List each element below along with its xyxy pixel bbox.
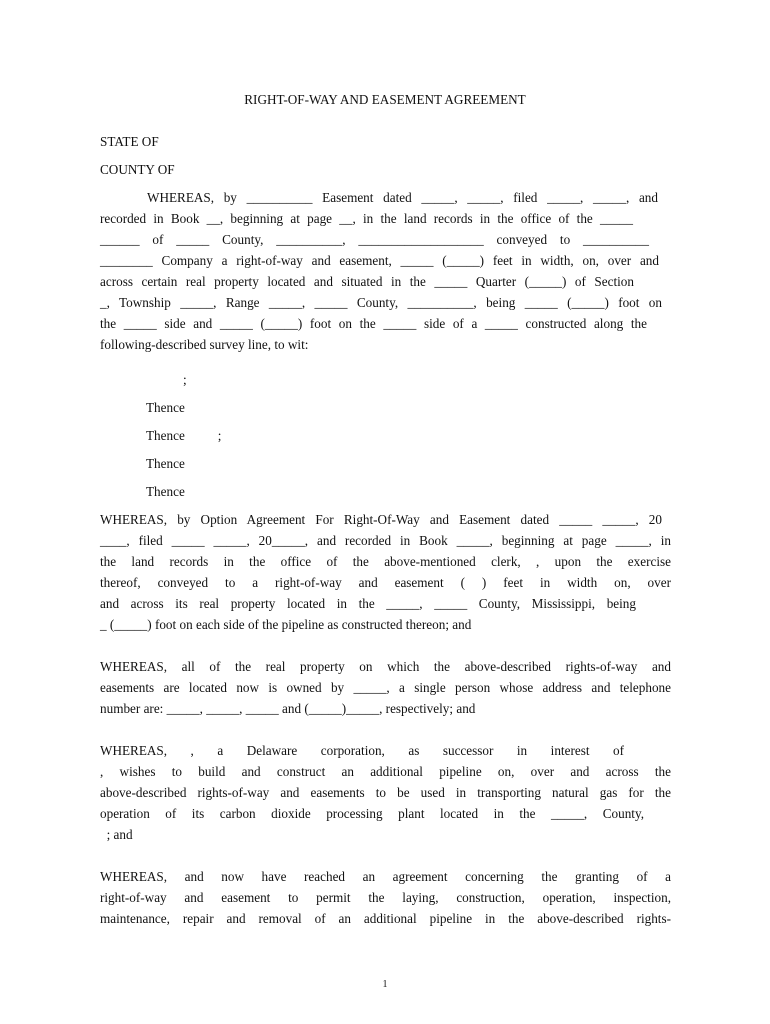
document-title: RIGHT-OF-WAY AND EASEMENT AGREEMENT: [244, 92, 526, 107]
paragraph-3-line: number are: _____, _____, _____ and (_____)_____, respectively; and: [100, 701, 476, 716]
paragraph-2-line: ____, filed _____ _____, 20_____, and recorded in Book _____, beginning at page _____, in: [100, 533, 671, 548]
survey-line: Thence ;: [146, 428, 222, 443]
paragraph-1-line: ________ Company a right-of-way and easement, _____ (_____) feet in width, on, over and: [100, 253, 659, 268]
survey-line: ;: [183, 372, 187, 387]
paragraph-4-line: WHEREAS, , a Delaware corporation, as successor in interest of: [100, 743, 624, 758]
paragraph-4-line: above-described rights-of-way and easements to be used in transporting natural gas for the: [100, 785, 671, 800]
paragraph-4-line: ; and: [100, 827, 133, 842]
paragraph-3-line: easements are located now is owned by _____, a single person whose address and telephone: [100, 680, 671, 695]
paragraph-4-line: operation of its carbon dioxide processing plant located in the _____, County,: [100, 806, 644, 821]
paragraph-5-line: WHEREAS, and now have reached an agreement concerning the granting of a: [100, 869, 671, 884]
paragraph-2-line: thereof, conveyed to a right-of-way and easement ( ) feet in width on, over: [100, 575, 671, 590]
page-number: 1: [382, 979, 388, 990]
paragraph-3-line: WHEREAS, all of the real property on which the above-described rights-of-way and: [100, 659, 671, 674]
paragraph-2-line: the land records in the office of the above-mentioned clerk, , upon the exercise: [100, 554, 671, 569]
paragraph-2-line: WHEREAS, by Option Agreement For Right-Of-Way and Easement dated _____ _____, 20: [100, 512, 662, 527]
paragraph-5-line: maintenance, repair and removal of an additional pipeline in the above-described rights-: [100, 911, 671, 926]
state-label: STATE OF: [100, 134, 159, 149]
paragraph-1-line: following-described survey line, to wit:: [100, 337, 309, 352]
paragraph-2-line: and across its real property located in the _____, _____ County, Mississippi, being: [100, 596, 636, 611]
survey-line: Thence: [146, 456, 185, 471]
paragraph-1-line: ______ of _____ County, __________, ___________________ conveyed to __________: [100, 232, 649, 247]
paragraph-1-line: recorded in Book __, beginning at page __, in the land records in the office of the _____: [100, 211, 633, 226]
survey-line: Thence: [146, 400, 185, 415]
paragraph-1-line: _, Township _____, Range _____, _____ County, __________, being _____ (_____) foot on: [100, 295, 662, 310]
paragraph-4-line: , wishes to build and construct an additional pipeline on, over and across the: [100, 764, 671, 779]
paragraph-1-line: across certain real property located and situated in the _____ Quarter (_____) of Section: [100, 274, 634, 289]
paragraph-1-line: the _____ side and _____ (_____) foot on the _____ side of a _____ constructed along the: [100, 316, 647, 331]
paragraph-5-line: right-of-way and easement to permit the laying, construction, operation, inspection,: [100, 890, 671, 905]
paragraph-2-line: _ (_____) foot on each side of the pipeline as constructed thereon; and: [100, 617, 472, 632]
county-label: COUNTY OF: [100, 162, 175, 177]
paragraph-1-line: WHEREAS, by __________ Easement dated _____, _____, filed _____, _____, and: [147, 190, 658, 205]
survey-line: Thence: [146, 484, 185, 499]
